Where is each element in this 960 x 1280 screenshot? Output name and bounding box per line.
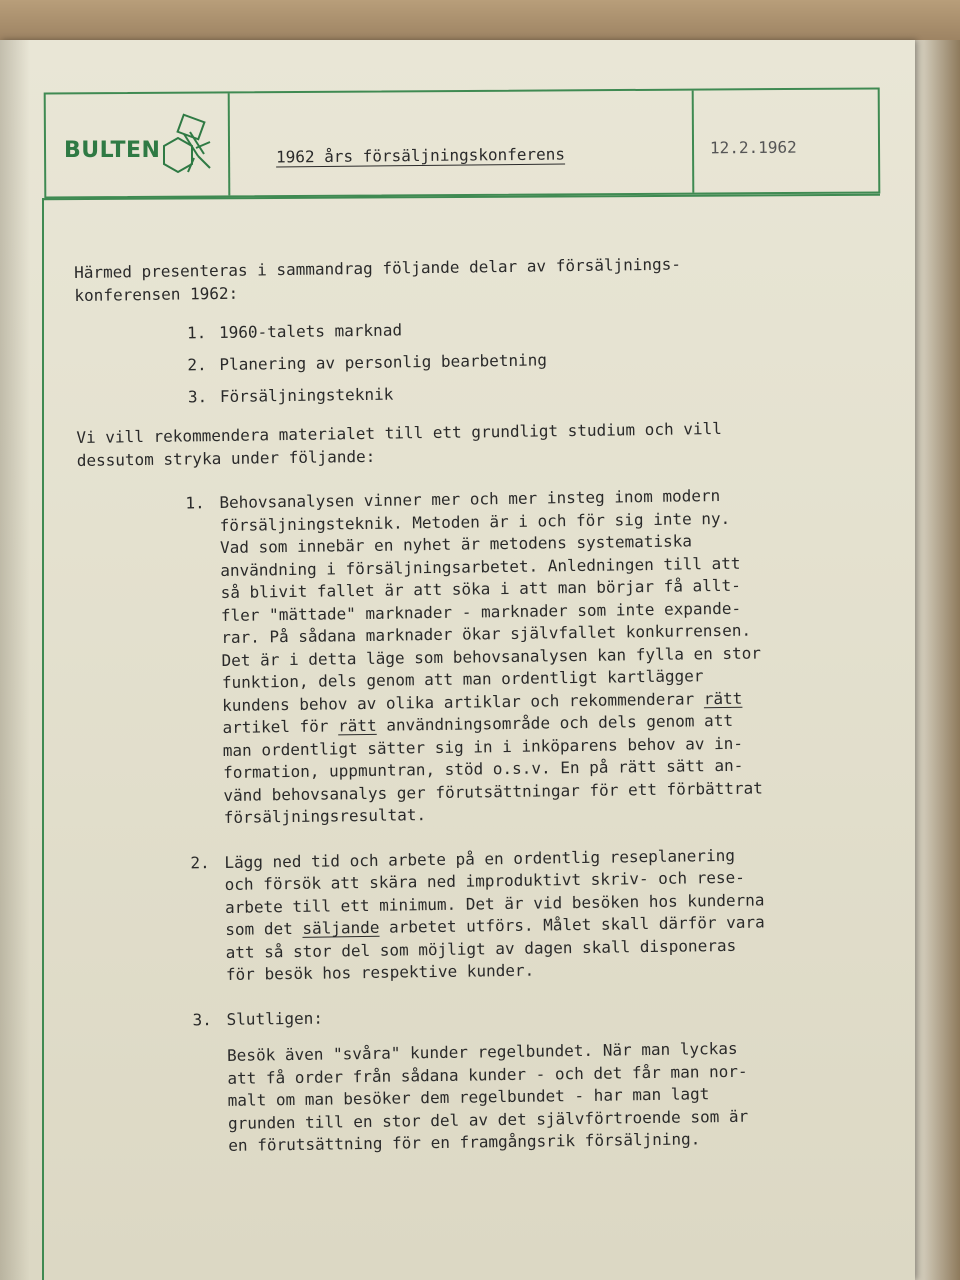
point-line: en förutsättning för en framgångsrik försäljning. bbox=[228, 1129, 701, 1155]
point-line: Det är i detta läge som behovsanalysen kan fylla en stor bbox=[221, 642, 762, 670]
summary-item-label: Planering av personlig bearbetning bbox=[219, 350, 548, 374]
logo-text: BULTEN bbox=[64, 138, 161, 163]
point-line: att få order från sådana kunder - och det får man nor- bbox=[227, 1061, 748, 1088]
point-1 bbox=[185, 483, 882, 830]
point-line: för besök hos respektive kunder. bbox=[225, 960, 535, 984]
document-body bbox=[74, 251, 887, 1182]
document-title: 1962 års försäljningskonferens bbox=[275, 144, 566, 167]
point-line: och försök att skära ned improduktivt skriv- och rese- bbox=[224, 867, 745, 894]
intro-line: Härmed presenteras i sammandrag följande delar av försäljnings- bbox=[74, 254, 682, 282]
point-line: malt om man besöker dem regelbundet - har man lagt bbox=[227, 1084, 710, 1110]
point-line: man ordentligt sätter sig in i inköparens behov av in- bbox=[222, 733, 744, 760]
point-line: så blivit fallet är att söka i att man börjar få allt- bbox=[220, 575, 741, 602]
summary-item-number: 2. bbox=[187, 354, 207, 375]
line-text: artikel för bbox=[222, 716, 339, 737]
intro-line: konferensen 1962: bbox=[74, 283, 239, 305]
line-text: arbetet utförs. Målet skall därför vara bbox=[379, 912, 765, 937]
bolt-mascot-icon bbox=[64, 112, 214, 182]
point-number: 1. bbox=[185, 493, 205, 513]
page-margin-rule bbox=[42, 198, 44, 1280]
point-line: att så stor del som möjligt av dagen skall disponeras bbox=[225, 935, 737, 962]
point-line: funktion, dels genom att man ordentligt kartlägger bbox=[221, 666, 704, 692]
summary-item-label: 1960-talets marknad bbox=[218, 320, 403, 342]
point-line: Lägg ned tid och arbete på en ordentlig reseplanering bbox=[224, 845, 736, 872]
bulten-logo bbox=[64, 112, 214, 182]
summary-item-label: Försäljningsteknik bbox=[219, 384, 394, 406]
point-line: Behovsanalysen vinner mer och mer insteg inom modern bbox=[219, 486, 721, 512]
summary-list bbox=[187, 308, 876, 414]
recommendation-line: Vi vill rekommendera materialet till ett grundligt studium och vill bbox=[76, 418, 722, 447]
point-number: 2. bbox=[190, 852, 210, 872]
document-date: 12.2.1962 bbox=[709, 137, 797, 158]
point-2 bbox=[190, 842, 884, 987]
point-line: fler "mättade" marknader - marknader som inte expande- bbox=[220, 598, 742, 625]
point-heading: Slutligen: bbox=[226, 1008, 324, 1029]
letterhead-divider-right bbox=[692, 91, 695, 193]
point-line: grunden till en stor del av det självförtroende som är bbox=[227, 1106, 749, 1133]
point-number: 3. bbox=[192, 1009, 212, 1029]
recommendation-line: dessutom stryka under följande: bbox=[76, 446, 376, 470]
underlined-word: säljande bbox=[302, 917, 380, 938]
summary-item-number: 1. bbox=[186, 322, 207, 343]
point-3 bbox=[192, 999, 886, 1158]
point-line: vänd behovsanalys ger förutsättningar för ett förbättrat bbox=[223, 777, 763, 805]
point-line: Besök även "svåra" kunder regelbundet. När man lyckas bbox=[226, 1038, 738, 1065]
recommendation-paragraph bbox=[76, 416, 877, 472]
line-text: användningsområde och dels genom att bbox=[376, 710, 734, 735]
line-text: som det bbox=[225, 918, 303, 939]
point-line: användning i försäljningsarbetet. Anledningen till att bbox=[220, 553, 741, 580]
point-line: formation, uppmuntran, stöd o.s.v. En på rätt sätt an- bbox=[223, 755, 744, 782]
point-line: försäljningsresultat. bbox=[223, 805, 427, 827]
underlined-word: rätt bbox=[337, 715, 377, 736]
point-body bbox=[219, 483, 874, 830]
point-body bbox=[224, 842, 876, 986]
point-line: arbete till ett minimum. Det är vid besöken hos kunderna bbox=[224, 889, 765, 917]
point-body bbox=[226, 999, 878, 1157]
point-line: Vad som innebär en nyhet är metodens systematiska bbox=[219, 531, 693, 557]
point-line: rar. På sådana marknader ökar självfallet konkurrensen. bbox=[221, 620, 752, 647]
point-subparagraph bbox=[227, 1036, 879, 1158]
letterhead-divider-left bbox=[228, 93, 231, 195]
summary-item-number: 3. bbox=[187, 386, 208, 407]
line-text: kundens behov av olika artiklar och rekommenderar bbox=[222, 688, 704, 715]
point-line: försäljningsteknik. Metoden är i och för sig inte ny. bbox=[219, 508, 731, 535]
underlined-word: rätt bbox=[703, 688, 743, 708]
